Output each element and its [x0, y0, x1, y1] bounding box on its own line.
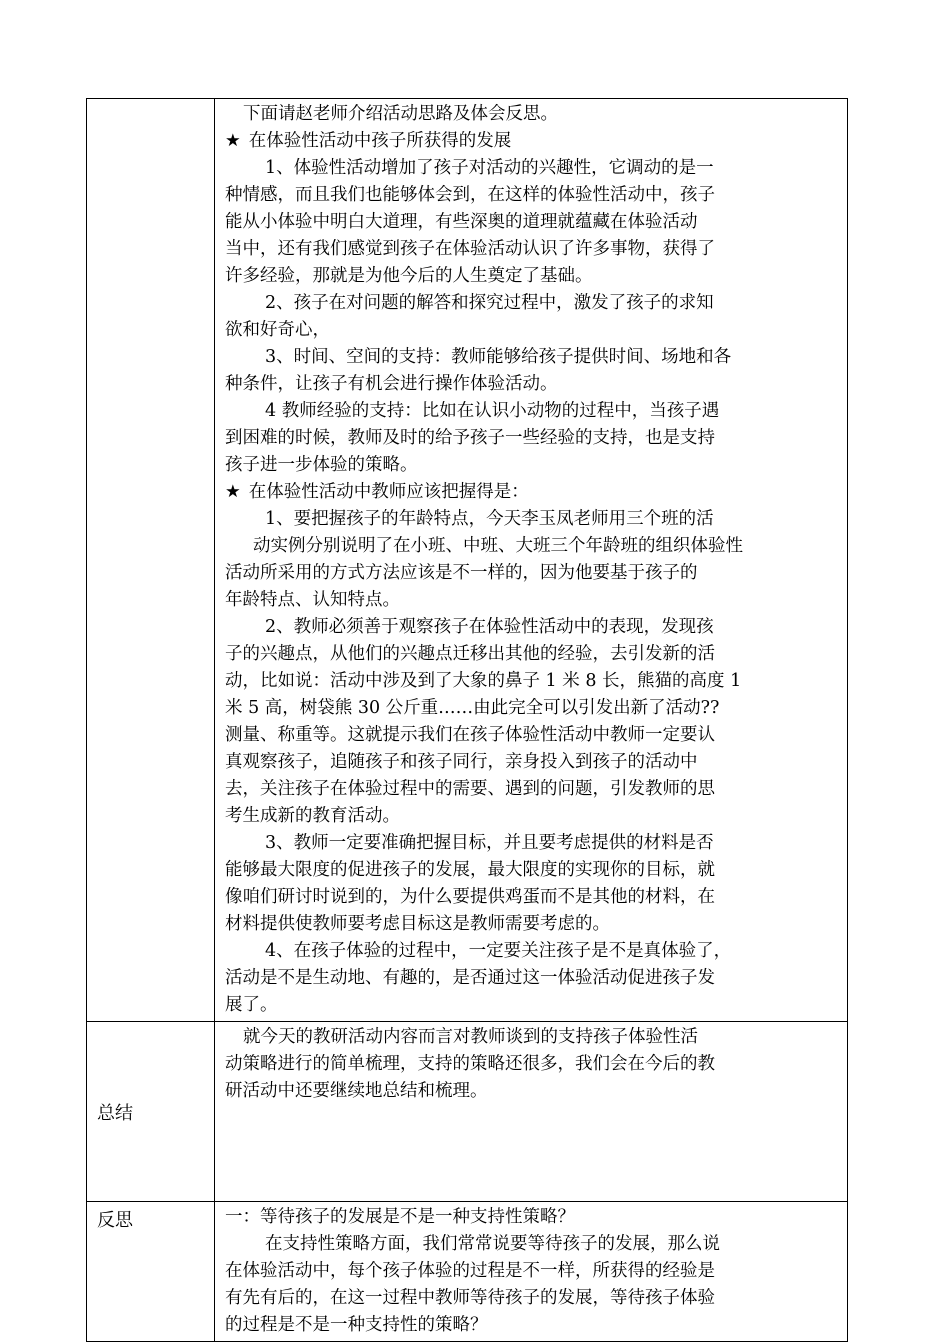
text-line: 到困难的时候，教师及时的给予孩子一些经验的支持，也是支持 [225, 428, 715, 448]
star-icon: ★ [225, 131, 241, 151]
text-line: 下面请赵老师介绍活动思路及体会反思。 [243, 104, 558, 124]
text-line: 活动所采用的方式方法应该是不一样的，因为他要基于孩子的 [225, 563, 698, 583]
text-line: 1、要把握孩子的年龄特点，今天李玉凤老师用三个班的活 [265, 509, 714, 529]
text-line: 展了。 [225, 995, 278, 1015]
row-content-summary [215, 1022, 848, 1202]
text-line: 动，比如说：活动中涉及到了大象的鼻子 1 米 8 长，熊猫的高度 1 [225, 671, 742, 691]
text-line: 1、体验性活动增加了孩子对活动的兴趣性，它调动的是一 [265, 158, 714, 178]
text-line: 考生成新的教育活动。 [225, 806, 400, 826]
table-row-reflection [87, 1202, 848, 1342]
row-content-reflection [215, 1202, 848, 1342]
row-content [215, 99, 848, 1022]
text-line: 测量、称重等。这就提示我们在孩子体验性活动中教师一定要认 [225, 725, 715, 745]
section-heading: 在体验性活动中孩子所获得的发展 [248, 131, 512, 151]
text-line: 3、教师一定要准确把握目标，并且要考虑提供的材料是否 [265, 833, 714, 853]
text-line: 子的兴趣点，从他们的兴趣点迁移出其他的经验，去引发新的活 [225, 644, 715, 664]
text-line: 种条件，让孩子有机会进行操作体验活动。 [225, 374, 558, 394]
section-heading: 在体验性活动中教师应该把握得是： [248, 482, 529, 502]
row-label-summary: 总结 [87, 1022, 215, 1202]
text-line: 4、在孩子体验的过程中，一定要关注孩子是不是真体验了， [265, 941, 732, 961]
text-line: 能够最大限度的促进孩子的发展，最大限度的实现你的目标，就 [225, 860, 715, 880]
text-line: 研活动中还要继续地总结和梳理。 [225, 1081, 488, 1101]
table-row-reflection-detail [87, 99, 848, 1022]
text-line: 有先有后的，在这一过程中教师等待孩子的发展，等待孩子体验 [225, 1288, 715, 1308]
row-label-reflection: 反思 [87, 1202, 215, 1342]
text-line: 许多经验，那就是为他今后的人生奠定了基础。 [225, 266, 593, 286]
text-line: 在体验活动中，每个孩子体验的过程是不一样，所获得的经验是 [225, 1261, 715, 1281]
text-line: 欲和好奇心， [225, 320, 330, 340]
text-line: 动实例分别说明了在小班、中班、大班三个年龄班的组织体验性 [253, 536, 743, 556]
text-line: 像咱们研讨时说到的，为什么要提供鸡蛋而不是其他的材料，在 [225, 887, 715, 907]
text-line: 孩子进一步体验的策略。 [225, 455, 418, 475]
text-line: 动策略进行的简单梳理，支持的策略还很多，我们会在今后的教 [225, 1054, 715, 1074]
text-line: 3、时间、空间的支持：教师能够给孩子提供时间、场地和各 [265, 347, 732, 367]
text-line: 材料提供使教师要考虑目标这是教师需要考虑的。 [225, 914, 610, 934]
text-line: 4 教师经验的支持：比如在认识小动物的过程中，当孩子遇 [265, 401, 720, 421]
text-line: 2、孩子在对问题的解答和探究过程中，激发了孩子的求知 [265, 293, 714, 313]
text-line: 去，关注孩子在体验过程中的需要、遇到的问题，引发教师的思 [225, 779, 715, 799]
row-label-empty [87, 99, 215, 1022]
text-line: 就今天的教研活动内容而言对教师谈到的支持孩子体验性活 [243, 1027, 698, 1047]
text-line: 当中，还有我们感觉到孩子在体验活动认识了许多事物，获得了 [225, 239, 715, 259]
document-table [86, 98, 848, 1342]
text-line: 的过程是不是一种支持性的策略？ [225, 1315, 488, 1335]
text-line: 在支持性策略方面，我们常常说要等待孩子的发展，那么说 [265, 1234, 720, 1254]
text-line: 一：等待孩子的发展是不是一种支持性策略？ [225, 1207, 575, 1227]
text-line: 能从小体验中明白大道理，有些深奥的道理就蕴藏在体验活动 [225, 212, 698, 232]
text-line: 2、教师必须善于观察孩子在体验性活动中的表现，发现孩 [265, 617, 714, 637]
text-line: 米 5 高，树袋熊 30 公斤重……由此完全可以引发出新了活动?? [225, 698, 720, 718]
table-row-summary [87, 1022, 848, 1202]
text-line: 种情感，而且我们也能够体会到，在这样的体验性活动中，孩子 [225, 185, 715, 205]
text-line: 真观察孩子，追随孩子和孩子同行，亲身投入到孩子的活动中 [225, 752, 698, 772]
star-icon: ★ [225, 482, 241, 502]
text-line: 活动是不是生动地、有趣的，是否通过这一体验活动促进孩子发 [225, 968, 715, 988]
text-line: 年龄特点、认知特点。 [225, 590, 400, 610]
